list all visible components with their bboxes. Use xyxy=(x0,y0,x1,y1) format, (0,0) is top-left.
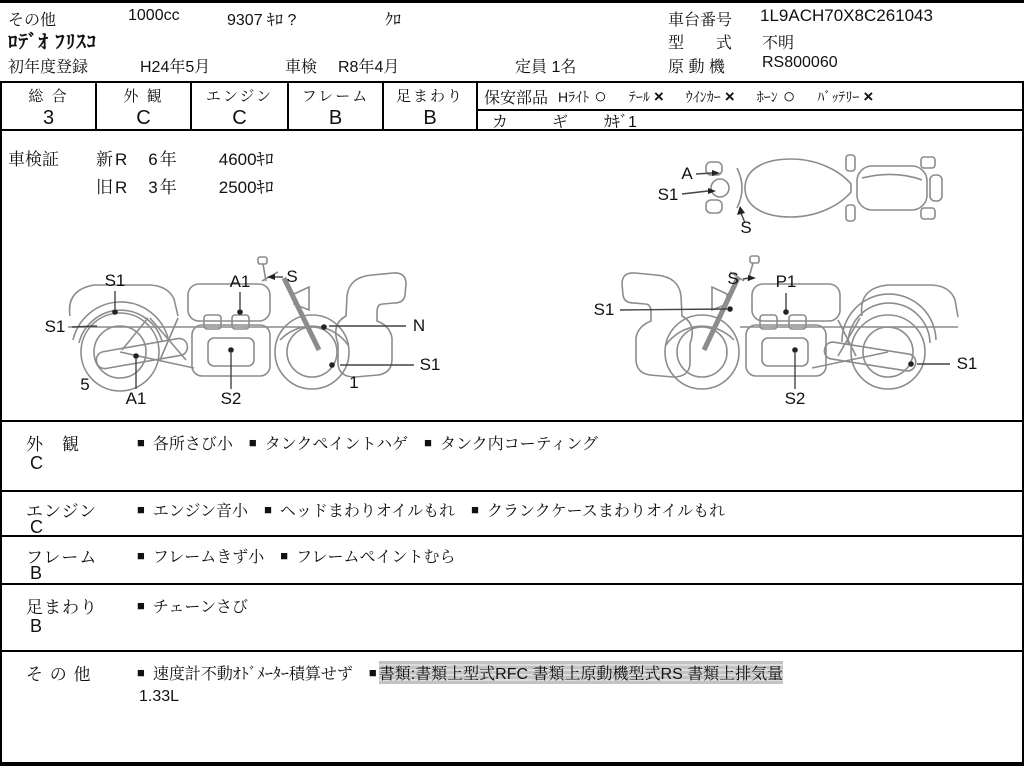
first-reg-value: H24年5月 xyxy=(140,59,211,76)
label-S1-frontwheel: S1 xyxy=(419,355,441,374)
section-engine xyxy=(2,490,1022,537)
safety-headlight-label: Hﾗｲﾄ xyxy=(558,88,590,105)
section-other xyxy=(2,650,1022,764)
vin-label: 車台番号 xyxy=(668,12,733,29)
condition-item xyxy=(137,544,264,567)
condition-item xyxy=(249,431,408,454)
condition-item xyxy=(424,431,598,454)
category: その他 xyxy=(8,12,57,29)
condition-item xyxy=(137,661,353,684)
engine-code-label: 原 動 機 xyxy=(668,59,725,76)
grade-frame-label: フレーム xyxy=(301,88,370,105)
grade-undercarriage-value: B xyxy=(423,107,437,129)
section-exterior-grade: C xyxy=(30,453,43,473)
label-S2-engine: S2 xyxy=(220,389,242,408)
bullet-icon: ■ xyxy=(368,665,377,680)
label-A: A xyxy=(681,164,693,183)
top-border xyxy=(0,0,1024,3)
safety-headlight xyxy=(558,84,607,108)
key-row xyxy=(484,111,1018,129)
bullet-icon: ■ xyxy=(248,435,257,450)
ng-cross-icon: × xyxy=(724,86,735,106)
safety-horn-label: ﾎｰﾝ xyxy=(756,88,778,105)
inspection-new-name: 新R 6年 xyxy=(96,150,179,169)
grade-frame xyxy=(289,83,382,129)
safety-battery xyxy=(817,87,873,107)
grade-exterior xyxy=(97,83,190,129)
section-exterior-label: 外 観 xyxy=(26,435,80,454)
leader-lines xyxy=(72,170,950,389)
section-frame xyxy=(2,535,1022,585)
inspection-old-name: 旧R 3年 xyxy=(96,178,179,197)
grade-frame-value: B xyxy=(328,107,343,129)
inspection-new-km: 4600ｷﾛ xyxy=(218,150,274,169)
grade-engine-label: エンジン xyxy=(205,88,274,105)
grade-exterior-label: 外 観 xyxy=(123,88,164,105)
label-S1-fender: S1 xyxy=(44,317,66,336)
label-S-topbike: S xyxy=(740,218,752,237)
engine-code-value: RS800060 xyxy=(762,54,838,71)
safety-parts-label: 保安部品 xyxy=(484,90,549,107)
bullet-icon: ■ xyxy=(137,548,145,563)
condition-item xyxy=(280,544,455,567)
grade-overall-value: 3 xyxy=(42,107,55,129)
bullet-icon: ■ xyxy=(264,502,272,517)
condition-text: クランクケースまわりオイルもれ xyxy=(486,503,726,520)
key-label: カ ギ xyxy=(492,113,583,131)
section-exterior xyxy=(2,420,1022,492)
damage-diagram xyxy=(0,128,1024,420)
section-frame-grade: B xyxy=(30,563,43,583)
ok-circle-icon: ○ xyxy=(782,84,796,108)
mileage: 9307 ｷﾛ ? xyxy=(227,12,297,29)
ng-cross-icon: × xyxy=(863,86,874,106)
ok-circle-icon: ○ xyxy=(594,84,607,108)
condition-text: チェーンさび xyxy=(152,599,249,616)
shaken-value: R8年4月 xyxy=(338,59,400,76)
label-S1-topbike: S1 xyxy=(657,185,679,204)
section-engine-label: エンジン xyxy=(26,502,98,521)
label-A1-tank: A1 xyxy=(229,272,251,291)
color: ｸﾛ xyxy=(385,12,402,29)
bullet-icon: ■ xyxy=(137,435,145,450)
grade-undercarriage-label: 足まわり xyxy=(395,88,464,105)
section-undercarriage-label: 足まわり xyxy=(26,598,98,617)
condition-item xyxy=(264,498,455,521)
label-S1-fork-right: S1 xyxy=(593,300,615,319)
safety-parts-row xyxy=(484,84,1018,109)
section-engine-grade: C xyxy=(30,517,43,537)
safety-taillight xyxy=(629,87,664,107)
label-S1-tail: S1 xyxy=(104,271,126,290)
section-other-label: そ の 他 xyxy=(26,665,92,684)
condition-item xyxy=(471,498,725,521)
condition-text: フレームペイントむら xyxy=(296,549,456,566)
condition-text: エンジン音小 xyxy=(152,503,249,520)
model-name: ﾛﾃﾞｵ ﾌﾘｽｺ xyxy=(8,32,98,53)
capacity: 定員 1名 xyxy=(515,59,577,76)
ng-cross-icon: × xyxy=(653,86,664,106)
bullet-icon: ■ xyxy=(280,548,289,563)
grade-engine xyxy=(192,83,287,129)
grade-undercarriage xyxy=(384,83,476,129)
shaken-label: 車検 xyxy=(285,59,318,76)
section-undercarriage-grade: B xyxy=(30,616,43,636)
label-S2-engine-right: S2 xyxy=(784,389,806,408)
model-code-value: 不明 xyxy=(762,35,795,52)
safety-taillight-label: ﾃｰﾙ xyxy=(628,88,650,105)
condition-text: タンクペイントハゲ xyxy=(264,436,409,453)
condition-item xyxy=(137,498,248,521)
vin-value: 1L9ACH70X8C261043 xyxy=(760,6,933,25)
label-S1-rearwheel: S1 xyxy=(956,354,978,373)
grade-engine-value: C xyxy=(232,107,247,129)
safety-horn xyxy=(756,84,796,108)
displacement: 1000cc xyxy=(128,7,180,24)
bullet-icon: ■ xyxy=(137,598,145,613)
grade-overall xyxy=(2,83,95,129)
first-reg-label: 初年度登録 xyxy=(8,59,89,76)
section-undercarriage xyxy=(2,583,1022,652)
bullet-icon: ■ xyxy=(137,665,145,680)
bullet-icon: ■ xyxy=(137,502,145,517)
safety-winker xyxy=(686,87,735,107)
model-code-label: 型 式 xyxy=(668,35,733,52)
grade-exterior-value: C xyxy=(136,107,151,129)
condition-item xyxy=(137,594,248,617)
condition-item-documents xyxy=(369,661,783,684)
inspection-label: 車検証 xyxy=(8,150,59,169)
grade-overall-label: 総 合 xyxy=(28,88,69,105)
condition-text: 各所さび小 xyxy=(152,436,233,453)
condition-text: タンク内コーティング xyxy=(439,436,599,453)
bullet-icon: ■ xyxy=(471,502,479,517)
condition-text: フレームきず小 xyxy=(152,549,265,566)
label-1: 1 xyxy=(349,373,359,392)
condition-text: 速度計不動ｵﾄﾞﾒｰﾀｰ積算せず xyxy=(152,666,353,683)
inspection-old-km: 2500ｷﾛ xyxy=(218,178,274,197)
key-value: ｶｷﾞ1 xyxy=(604,113,637,131)
condition-text: ヘッドまわりオイルもれ xyxy=(279,503,456,520)
label-N-front: N xyxy=(412,316,426,335)
bullet-icon: ■ xyxy=(424,435,432,450)
diagram-labels xyxy=(45,164,978,408)
document-highlight-text: 書類:書類上型式RFC 書類上原動機型式RS 書類上排気量 xyxy=(379,661,783,684)
label-5: 5 xyxy=(80,375,90,394)
label-S-mirror-right: S xyxy=(727,269,739,288)
section-frame-label: フレーム xyxy=(26,548,98,567)
grid-line xyxy=(476,83,478,129)
displacement-on-documents: 1.33L xyxy=(139,688,180,705)
label-S-mirror: S xyxy=(286,267,298,286)
label-P1-tank: P1 xyxy=(775,272,797,291)
condition-item xyxy=(137,431,233,454)
safety-battery-label: ﾊﾞｯﾃﾘｰ xyxy=(817,88,860,105)
safety-winker-label: ｳｲﾝｶｰ xyxy=(685,88,721,105)
label-A1-muffler: A1 xyxy=(125,389,147,408)
